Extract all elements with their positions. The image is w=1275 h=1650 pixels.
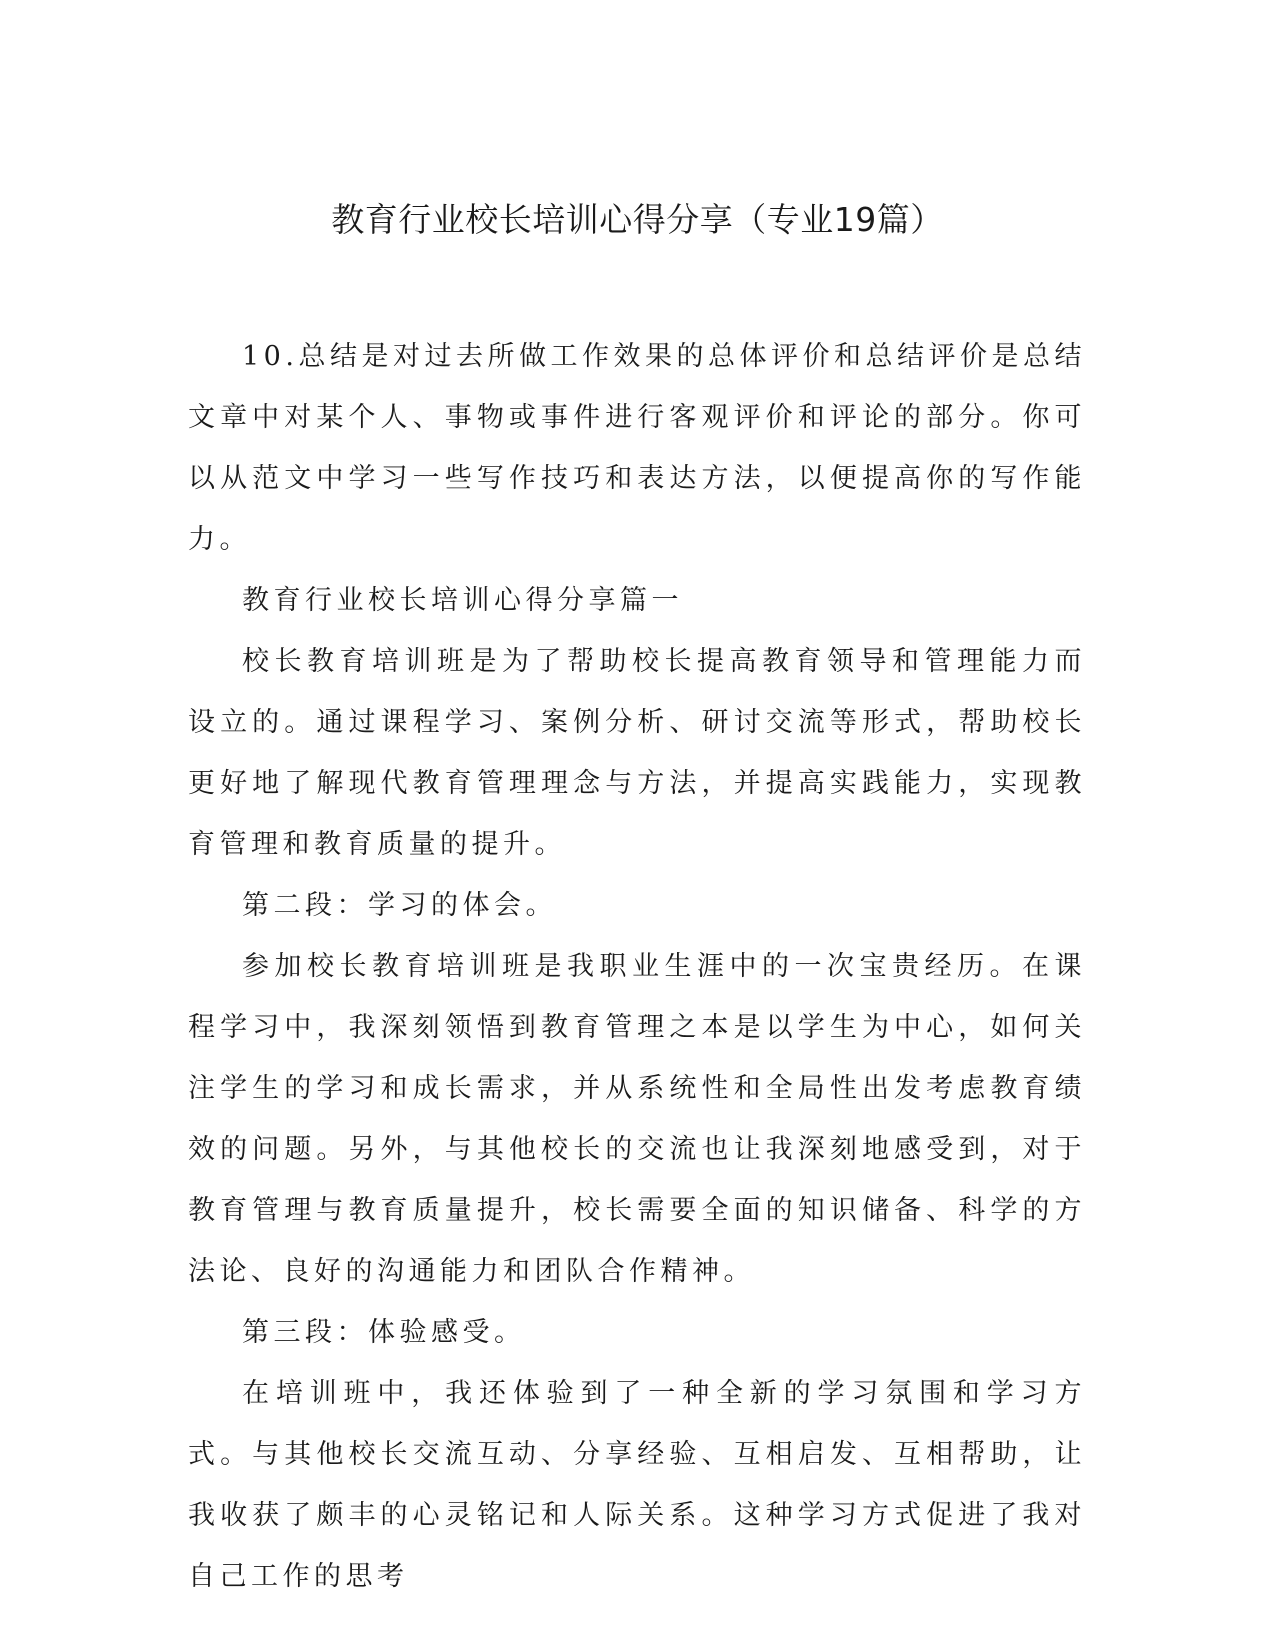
document-title: 教育行业校长培训心得分享（专业19篇）	[331, 200, 944, 239]
paragraph-third-segment: 在培训班中，我还体验到了一种全新的学习氛围和学习方式。与其他校长交流互动、分享经验、互相启发、互相帮助，让我收获了颇丰的心灵铭记和人际关系。这种学习方式促进了我对自己工作的思考	[188, 1378, 1086, 1592]
section-heading-third: 第三段：体验感受。	[242, 1317, 526, 1348]
paragraph-second-segment: 参加校长教育培训班是我职业生涯中的一次宝贵经历。在课程学习中，我深刻领悟到教育管理之本是以学生为中心，如何关注学生的学习和成长需求，并从系统性和全局性出发考虑教育绩效的问题。另外，与其他校长的交流也让我深刻地感受到，对于教育管理与教育质量提升，校长需要全面的知识储备、科学的方法论、良好的沟通能力和团队合作精神。	[188, 951, 1086, 1287]
paragraph-intro: 10.总结是对过去所做工作效果的总体评价和总结评价是总结文章中对某个人、事物或事件进行客观评价和评论的部分。你可以从范文中学习一些写作技巧和表达方法，以便提高你的写作能力。	[188, 341, 1086, 555]
section-heading-part-one: 教育行业校长培训心得分享篇一	[242, 585, 683, 616]
paragraph-first-segment: 校长教育培训班是为了帮助校长提高教育领导和管理能力而设立的。通过课程学习、案例分析、研讨交流等形式，帮助校长更好地了解现代教育管理理念与方法，并提高实践能力，实现教育管理和教育质量的提升。	[188, 646, 1086, 860]
section-heading-second: 第二段：学习的体会。	[242, 890, 557, 921]
document-body	[188, 326, 1086, 1607]
